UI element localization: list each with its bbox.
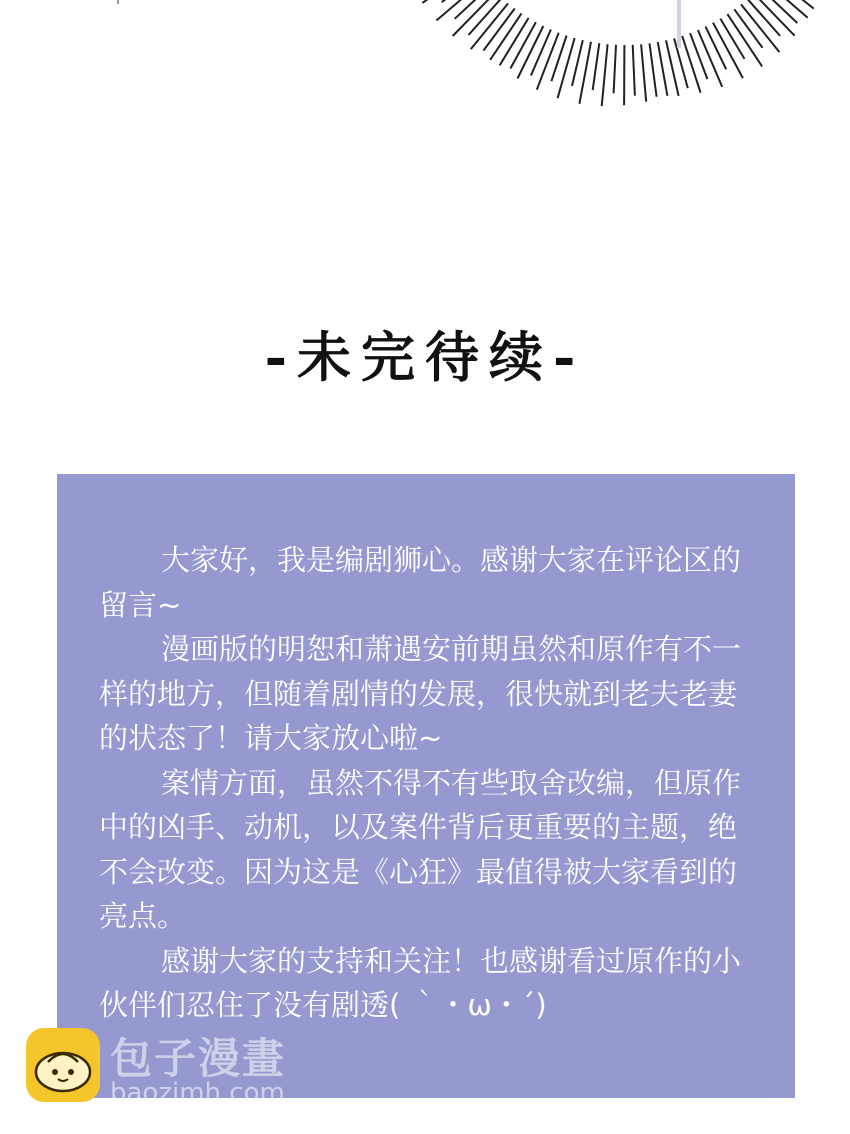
site-name: 包子漫畫 <box>110 1034 287 1083</box>
speed-line <box>641 44 646 101</box>
speed-line <box>453 0 496 36</box>
speed-line <box>572 40 583 86</box>
speed-line <box>510 22 536 68</box>
bun-mascot-icon <box>26 1028 100 1102</box>
speed-line <box>537 33 559 90</box>
speed-line <box>633 45 635 96</box>
author-note-paragraph: 案情方面，虽然不得不有些取舍改编，但原作中的凶手、动机，以及案件背后更重要的主题，绝不会改变。因为这是《心狂》最值得被大家看到的亮点。 <box>99 765 742 933</box>
speed-line <box>706 27 727 70</box>
speed-line <box>531 30 551 76</box>
site-watermark <box>26 1028 346 1108</box>
author-note-paragraph: 感谢大家的支持和关注！也感谢看过原作的小伙伴们忍住了没有剧透( ｀・ω・´) <box>99 943 742 1022</box>
speed-line <box>602 44 608 106</box>
speed-line <box>422 0 473 3</box>
author-note-text <box>99 538 749 1028</box>
to-be-continued-title: -未完待续- <box>264 325 586 389</box>
speed-line <box>765 0 808 18</box>
speed-line <box>720 19 744 59</box>
speed-line <box>698 30 722 87</box>
author-note-paragraph: 大家好，我是编剧狮心。感谢大家在评论区的留言~ <box>99 543 742 622</box>
author-note-box <box>57 474 795 1098</box>
author-note-paragraph: 漫画版的明恕和萧遇安前期虽然和原作有不一样的地方，但随着剧情的发展，很快就到老夫老妻的状态了！请大家放心啦~ <box>99 632 742 755</box>
speed-line <box>658 42 668 96</box>
speed-line <box>690 33 707 79</box>
speed-line <box>558 38 575 98</box>
speed-line <box>593 43 600 90</box>
speed-line <box>650 43 657 96</box>
comic-panel-remnant <box>0 0 850 120</box>
speed-line <box>614 45 616 94</box>
speed-line <box>682 36 700 93</box>
site-url: baozimh.com <box>110 1078 285 1108</box>
speed-lines-burst-icon <box>397 0 850 106</box>
